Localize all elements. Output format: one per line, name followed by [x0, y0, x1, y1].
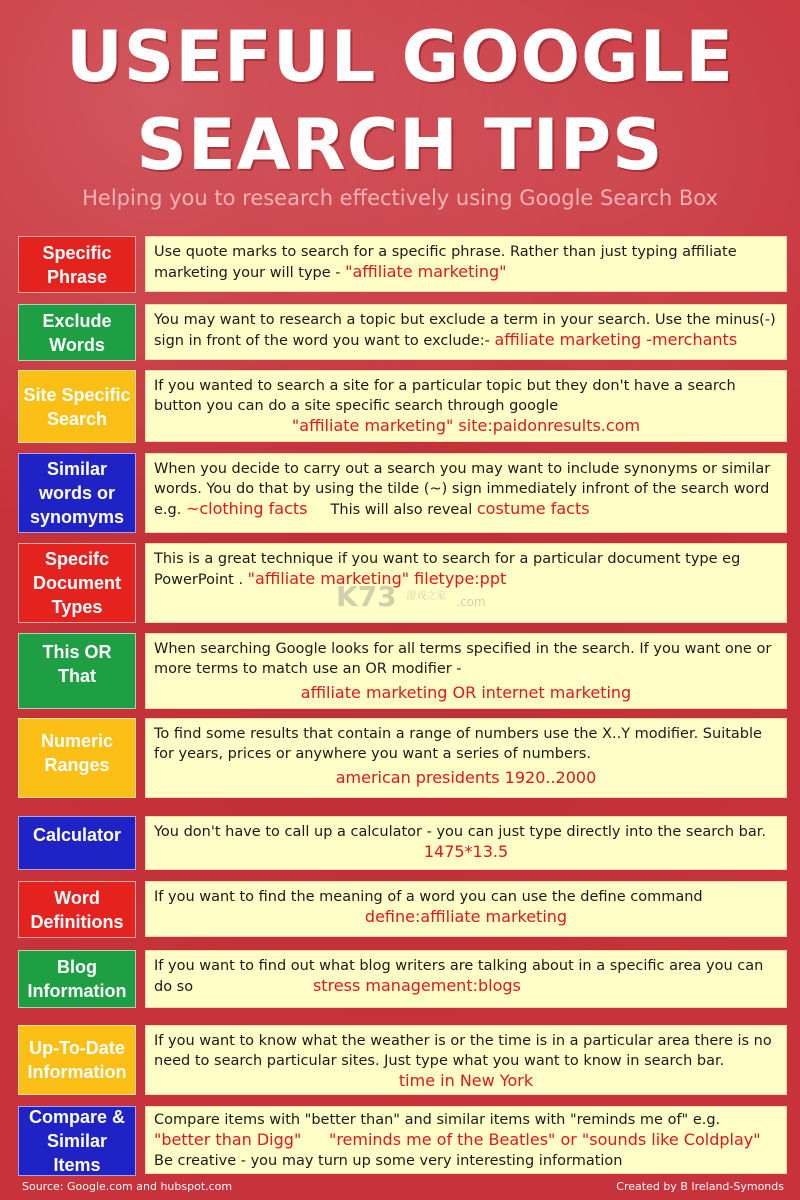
tip-label-specific-phrase: Specific Phrase [18, 236, 136, 293]
tip-example: "affiliate marketing" site:paidonresults.com [291, 416, 641, 435]
tip-text: To find some results that contain a range of numbers use the X..Y modifier. Suitable for years, prices or anywhere you want a series of numbers. [154, 726, 762, 762]
tip-example-2: "reminds me of the Beatles" or "sounds like Coldplay" [328, 1130, 761, 1149]
tip-text: Use quote marks to search for a specific phrase. Rather than just typing affiliate marketing your will type - [154, 244, 737, 281]
tip-label-up-to-date-information: Up-To-Date Information [18, 1025, 136, 1095]
tip-text: When you decide to carry out a search you may want to include synonyms or similar words. You do that by using the tilde (~) sign immediately infront of the search word e.g. [154, 461, 771, 518]
tip-example: "better than Digg" [154, 1130, 302, 1149]
tip-label-calculator: Calculator [18, 816, 136, 870]
tip-label-similar-words: Similar words or synomyms [18, 453, 136, 533]
footer-source: Source: Google.com and hubspot.com [22, 1180, 233, 1193]
watermark-text: K73 [336, 580, 397, 613]
tip-label-compare-similar-items: Compare & Similar Items [18, 1106, 136, 1176]
tip-example: stress management:blogs [312, 976, 521, 995]
tip-text-2: This will also reveal [330, 502, 473, 518]
tip-box-blog-information [145, 950, 787, 1008]
tip-box-exclude-words [145, 304, 787, 360]
tip-example: 1475*13.5 [423, 842, 509, 861]
tip-label-this-or-that: This OR That [18, 633, 136, 709]
page-title-line2: SEARCH TIPS [136, 104, 664, 186]
tip-box-this-or-that [145, 633, 787, 709]
tip-text: If you want to find the meaning of a word you can use the define command [154, 889, 703, 905]
tip-text: This is a great technique if you want to search for a particular document type eg PowerPoint . [154, 551, 741, 588]
tip-box-site-specific-search [145, 370, 787, 442]
tip-box-word-definitions [145, 881, 787, 937]
tip-example: define:affiliate marketing [364, 907, 568, 926]
tip-example-2: costume facts [476, 499, 590, 518]
page-title-line1: USEFUL GOOGLE [65, 16, 735, 98]
tip-text: You don't have to call up a calculator - you can just type directly into the search bar. [154, 824, 766, 840]
tip-example: affiliate marketing OR internet marketing [300, 683, 632, 702]
tip-text: If you want to know what the weather is or the time is in a particular area there is no need to search particular sites. Just type what you want to know in search bar. [154, 1033, 772, 1069]
tip-text: If you wanted to search a site for a particular topic but they don't have a search button you can do a site specific search through google [154, 378, 736, 414]
tip-example: affiliate marketing -merchants [494, 330, 738, 349]
tip-label-document-types: Specifc Document Types [18, 543, 136, 623]
tip-text: You may want to research a topic but exclude a term in your search. Use the minus(-) sign in front of the word you want to exclude:- [154, 312, 776, 349]
footer-credit: Created by B Ireland-Symonds [616, 1180, 784, 1193]
tip-label-word-definitions: Word Definitions [18, 881, 136, 938]
watermark-logo [336, 580, 486, 616]
tip-box-similar-words [145, 453, 787, 533]
watermark-sub: 游戏之家 [406, 591, 447, 602]
tip-example: time in New York [398, 1071, 534, 1090]
tip-box-specific-phrase [145, 236, 787, 292]
tip-box-up-to-date-information [145, 1025, 787, 1095]
tip-label-exclude-words: Exclude Words [18, 304, 136, 361]
tip-example: "affiliate marketing" filetype:ppt [247, 569, 507, 588]
tip-label-numeric-ranges: Numeric Ranges [18, 718, 136, 798]
tip-text: Compare items with "better than" and similar items with "reminds me of" e.g. [154, 1112, 721, 1128]
tip-box-compare-similar-items [145, 1106, 787, 1174]
tip-text-2: Be creative - you may turn up some very interesting information [154, 1153, 623, 1169]
tip-text: When searching Google looks for all terms specified in the search. If you want one or more terms to match use an OR modifier - [154, 641, 772, 677]
watermark-domain: .com [456, 595, 486, 609]
page-subtitle: Helping you to research effectively using Google Search Box [82, 186, 718, 210]
tip-label-site-specific-search: Site Specific Search [18, 370, 136, 443]
tip-example: ~clothing facts [185, 499, 308, 518]
tip-text: If you want to find out what blog writers are talking about in a specific area you can do so [154, 958, 764, 995]
tip-box-numeric-ranges [145, 718, 787, 798]
tip-example: "affiliate marketing" [345, 262, 507, 281]
tip-example: american presidents 1920..2000 [335, 768, 597, 787]
tip-label-blog-information: Blog Information [18, 950, 136, 1008]
tip-box-calculator [145, 816, 787, 870]
